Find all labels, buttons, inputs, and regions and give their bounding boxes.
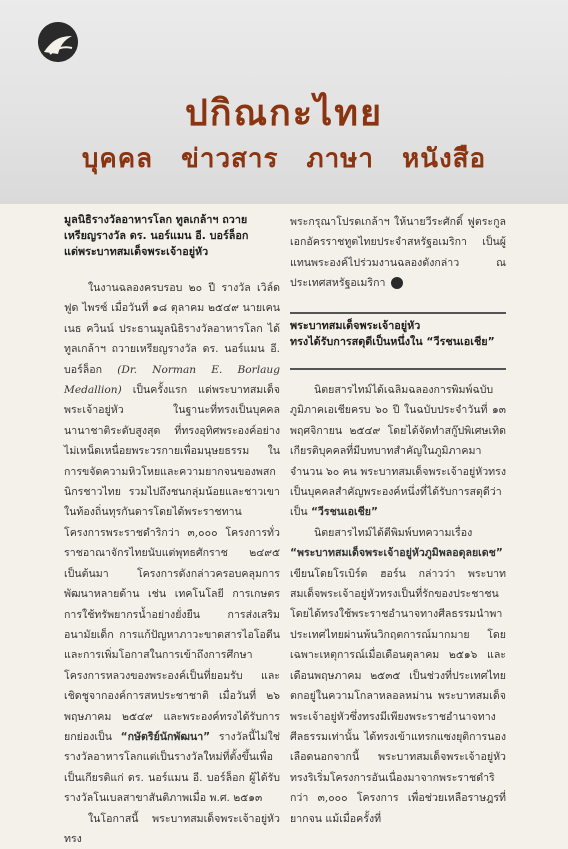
right-heading-line-2b: “วีรชนเอเชีย” <box>426 335 495 348</box>
left-p1-cont: เป็นครั้งแรก แด่พระบาทสมเด็จพระเจ้าอยู่หัว ในฐานะที่ทรงเป็นบุคคลนานาชาติระดับสูงสุด ที่ทรงอุทิศพระองค์อย่างไม่เหน็ดเหนื่อยพระวรกายเพื่อมนุษยธรรม ในการขจัดความหิวโหยและความยากจนของพสกนิกรชาวไทย รวมไปถึงชนกลุ่มน้อยและชาวเขาในท้องถิ่นทุรกันดารโดยได้พระราชทานโครงการพระราชดำริกว่า ๓,๐๐๐ โครงการทั่วราชอาณาจักรไทยนับแต่พุทธศักราช ๒๔๙๕ เป็นต้นมา โครงการดังกล่าวครอบคลุมการพัฒนาหลายด้าน เช่น เทคโนโลยี การเกษตร การใช้ทรัพยากรน้ำอย่างยั่งยืน การส่งเสริมอนามัยเด็ก การแก้ปัญหาภาวะขาดสารไอโอดีน และการเพิ่มโอกาสในการเข้าถึงการศึกษา โครงการหลวงของพระองค์เป็นที่ยอมรับ และเชิดชูจากองค์การสหประชาชาติ เมื่อวันที่ ๒๖ พฤษภาคม ๒๕๔๙ และพระองค์ทรงได้รับการยกย่องเป็น <box>64 384 280 743</box>
left-heading-line-3: แด่พระบาทสมเด็จพระเจ้าอยู่หัว <box>64 245 209 258</box>
right-paragraph-2 <box>290 523 506 829</box>
journal-logo-icon <box>38 22 78 62</box>
right-top-text: พระกรุณาโปรดเกล้าฯ ให้นายวีระศักดิ์ ฟูตระกูล เอกอัครราชทูตไทยประจำสหรัฐอเมริกา เป็นผู้แทนพระองค์ไปร่วมงานฉลองดังกล่าว ณ ประเทศสหรัฐอเมริกา <box>290 216 506 290</box>
left-article <box>64 212 280 849</box>
section-divider-bottom <box>290 368 506 370</box>
left-paragraph-2: ในโอกาสนี้ พระบาทสมเด็จพระเจ้าอยู่หัว ทรง <box>64 812 280 845</box>
right-p2-text-b: เขียนโดยโรเบิร์ต ฮอร์น กล่าวว่า พระบาทสมเด็จพระเจ้าอยู่หัวทรงเป็นที่รักของประชาชน โดยได้ทรงใช้พระราชอำนาจทางศีลธรรมนำพาประเทศไทยผ่านพ้นวิกฤตการณ์มากมาย โดยเฉพาะเหตุการณ์เมื่อเดือนตุลาคม ๒๕๑๖ และเดือนพฤษภาคม ๒๕๓๕ เป็นช่วงที่ประเทศไทยตกอยู่ในความโกลาหลอลหม่าน พระบาทสมเด็จพระเจ้าอยู่หัวซึ่งทรงมีเพียงพระราชอำนาจทางศีลธรรมเท่านั้น ได้ทรงเข้าแทรกแซงยุติการนองเลือดนอกจากนี้ พระบาทสมเด็จพระเจ้าอยู่หัวทรงริเริ่มโครงการอันเนื่องมาจากพระราชดำริกว่า ๓,๐๐๐ โครงการ เพื่อช่วยเหลือราษฎรที่ยากจน แม้เมื่อครั้งที่ <box>290 567 506 825</box>
right-p2-text-a: นิตยสารไทม์ได้ตีพิมพ์บทความเรื่อง <box>314 526 473 539</box>
right-article-continued <box>290 212 506 294</box>
end-of-article-icon <box>391 277 403 289</box>
right-article-body <box>290 380 506 829</box>
left-heading-line-1: มูลนิธิรางวัลอาหารโลก ทูลเกล้าฯ ถวาย <box>64 213 248 226</box>
right-top-paragraph <box>290 212 506 294</box>
left-heading-line-2: เหรียญรางวัล ดร. นอร์แมน อี. บอร์ล็อก <box>64 229 249 242</box>
left-article-body <box>64 278 280 849</box>
page-subtitle: บุคคล ข่าวสาร ภาษา หนังสือ <box>81 144 487 174</box>
left-article-heading <box>64 212 280 260</box>
page-title: ปกิณกะไทย <box>184 92 384 134</box>
left-p1-italic: (Dr. Norman E. Borlaug Medallion) <box>64 363 281 397</box>
right-heading-line-1: พระบาทสมเด็จพระเจ้าอยู่หัว <box>290 319 421 332</box>
left-p1-text: ในงานฉลองครบรอบ ๒๐ ปี รางวัล เวิล์ดฟูด ไพรซ์ เมื่อวันที่ ๑๘ ตุลาคม ๒๕๔๙ นายเคนเนธ ควินน์ ประธานมูลนิธิรางวัลอาหารโลก ได้ทูลเกล้าฯ ถวายเหรียญรางวัล ดร. นอร์แมน อี. บอร์ล็อก <box>64 282 280 376</box>
right-p2-bold: “พระบาทสมเด็จพระเจ้าอยู่หัวภูมิพลอดุลยเดช” <box>290 547 503 560</box>
right-heading-line-2a: ทรงได้รับการสดุดีเป็นหนึ่งใน <box>290 335 423 348</box>
right-paragraph-1 <box>290 380 506 523</box>
section-divider-top <box>290 312 506 314</box>
right-p1-text: นิตยสารไทม์ได้เฉลิมฉลองการพิมพ์ฉบับภูมิภาคเอเชียครบ ๖๐ ปี ในฉบับประจำวันที่ ๑๓ พฤศจิกายน ๒๕๔๙ โดยได้จัดทำสกู๊ปพิเศษเทิดเกียรติบุคคลที่มีบทบาทสำคัญในภูมิภาคมาจำนวน ๖๐ คน พระบาทสมเด็จพระเจ้าอยู่หัวทรงเป็นบุคคลสำคัญพระองค์หนึ่งที่ได้รับการสดุดีว่าเป็น <box>290 384 506 519</box>
left-p1-end: รางวัลนี้ไม่ใช่รางวัลอาหารโลกแต่เป็นรางวัลใหม่ที่ตั้งขึ้นเพื่อเป็นเกียรติแก่ ดร. นอร์แมน อี. บอร์ล็อก ผู้ได้รับรางวัลโนเบลสาขาสันติภาพเมื่อ พ.ศ. ๒๕๑๓ <box>64 730 280 805</box>
left-p1-bold: “กษัตริย์นักพัฒนา” <box>120 730 211 743</box>
right-article-heading <box>290 318 506 350</box>
right-p1-bold: “วีรชนเอเชีย” <box>310 506 378 519</box>
left-paragraph-1 <box>64 278 280 809</box>
right-heading-line-2 <box>290 334 506 350</box>
